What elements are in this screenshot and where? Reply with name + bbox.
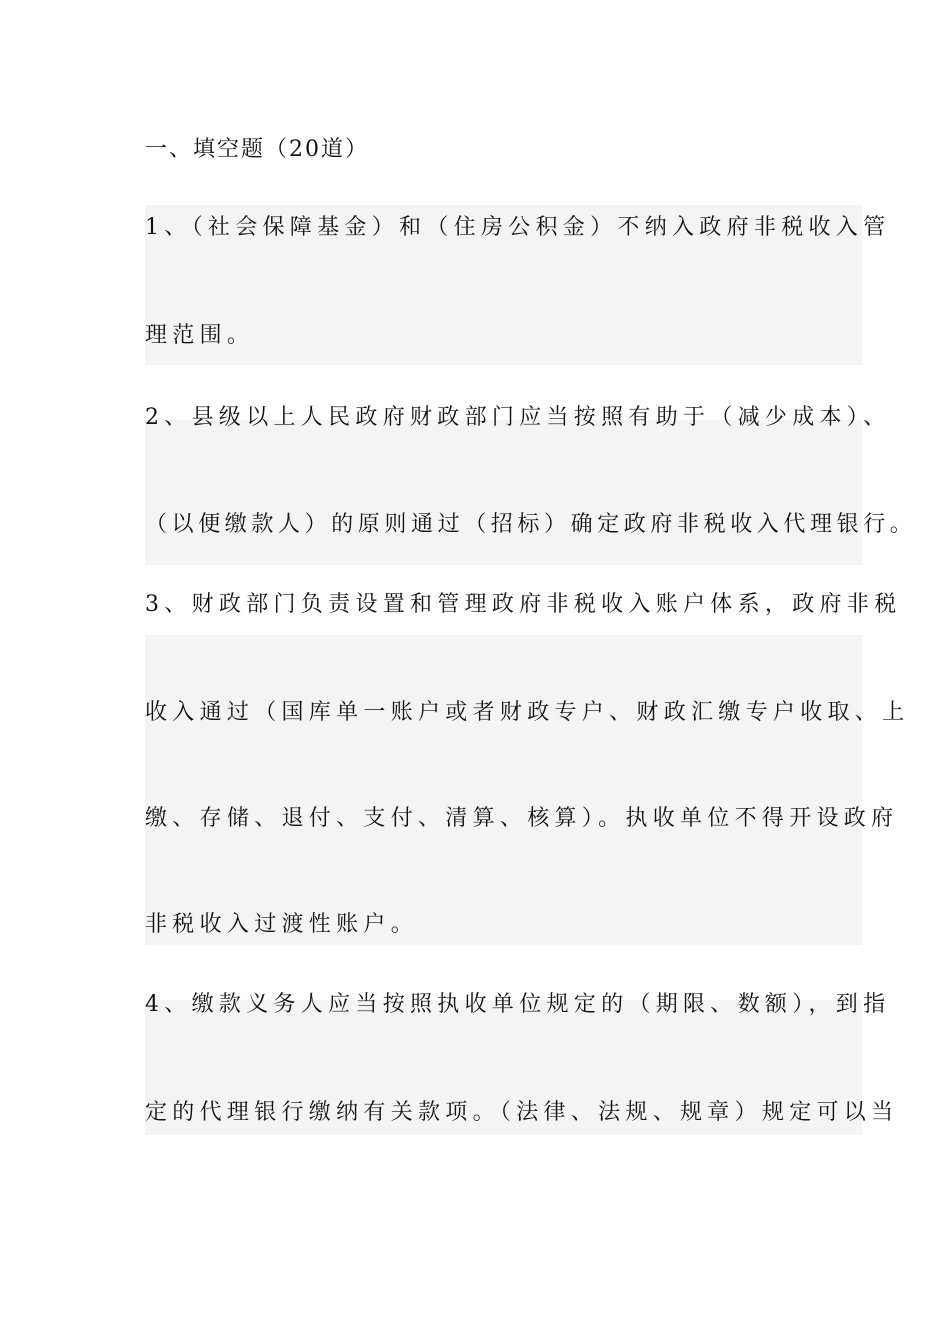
- document-line: 3、财政部门负责设置和管理政府非税收入账户体系，政府非税: [145, 592, 902, 617]
- document-line: 非税收入过渡性账户。: [145, 912, 419, 937]
- document-line: 缴、存储、退付、支付、清算、核算）。执收单位不得开设政府: [145, 806, 899, 831]
- paragraph-shade: [145, 420, 862, 565]
- document-line: 4、缴款义务人应当按照执收单位规定的（期限、数额），到指: [145, 992, 891, 1017]
- document-line: （以便缴款人）的原则通过（招标）确定政府非税收入代理银行。: [145, 512, 917, 537]
- document-line: 理范围。: [145, 323, 255, 348]
- document-line: 定的代理银行缴纳有关款项。（法律、法规、规章）规定可以当: [145, 1100, 899, 1125]
- document-line: 2、县级以上人民政府财政部门应当按照有助于（减少成本）、: [145, 405, 891, 430]
- document-line: 1、（社会保障基金）和（住房公积金）不纳入政府非税收入管: [145, 215, 891, 240]
- section-heading: 一、填空题（20道）: [145, 137, 369, 162]
- document-line: 收入通过（国库单一账户或者财政专户、财政汇缴专户收取、上: [145, 700, 910, 725]
- paragraph-shade: [145, 635, 862, 945]
